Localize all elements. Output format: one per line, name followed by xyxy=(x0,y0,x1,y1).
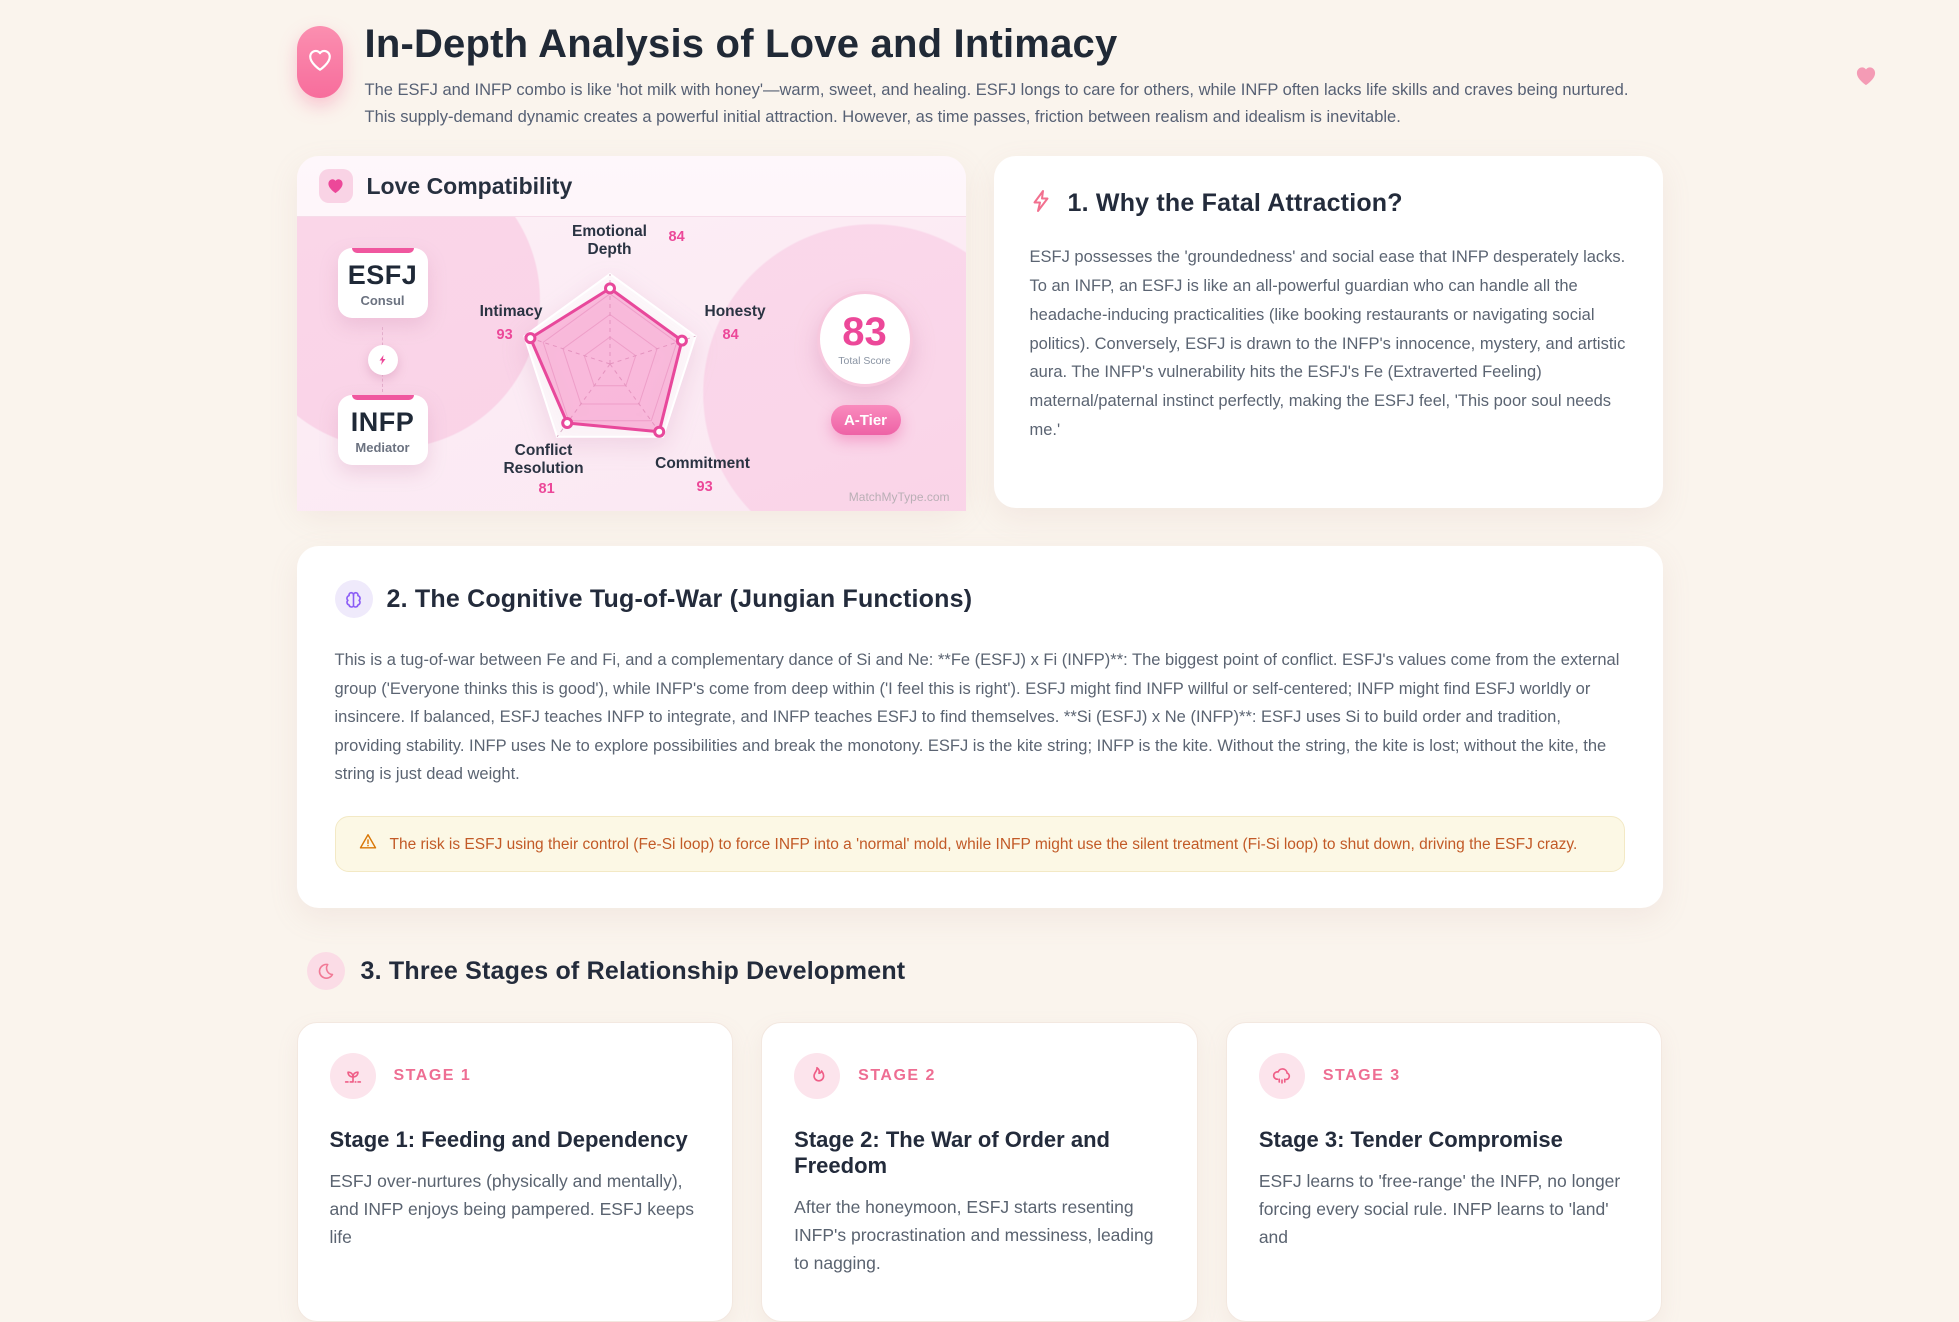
stages-header xyxy=(297,952,1663,990)
compat-card-title: Love Compatibility xyxy=(366,172,573,199)
love-compatibility-card xyxy=(297,156,966,508)
axis-value-commitment: 93 xyxy=(696,479,713,496)
axis-value-conflict-resolution: 81 xyxy=(538,481,555,498)
axis-value-intimacy: 93 xyxy=(496,327,513,344)
axis-value-emotional-depth: 84 xyxy=(668,229,685,246)
warning-triangle-icon xyxy=(358,832,378,856)
page-title: In-Depth Analysis of Love and Intimacy xyxy=(364,22,1118,66)
compat-card-body xyxy=(297,217,966,511)
axis-value-honesty: 84 xyxy=(722,327,739,344)
axis-label-intimacy: Intimacy xyxy=(479,303,543,321)
stage-heading: Stage 1: Feeding and Dependency xyxy=(329,1127,688,1153)
compat-card-header xyxy=(297,156,966,217)
top-cards-row xyxy=(297,156,1663,508)
stage-card-2[interactable] xyxy=(761,1022,1198,1322)
total-score-value: 83 xyxy=(842,309,887,354)
seedling-icon xyxy=(330,1053,376,1099)
stage-heading: Stage 3: Tender Compromise xyxy=(1258,1127,1563,1153)
cognitive-card xyxy=(297,546,1663,908)
crescent-moon-icon xyxy=(307,952,345,990)
total-score-label: Total Score xyxy=(838,354,891,367)
stage-card-3[interactable] xyxy=(1226,1022,1663,1322)
axis-label-commitment: Commitment xyxy=(655,455,750,473)
brain-icon xyxy=(335,580,373,618)
axis-label-conflict-resolution: Conflict Resolution xyxy=(503,442,584,478)
cognitive-body: This is a tug-of-war between Fe and Fi, and a complementary dance of Si and Ne: **Fe (ESFJ) x Fi (INFP)**: The biggest point of conflict. ESFJ's values come from the external group ('Everyone thinks this is good'), while INFP's come from deep within ('I feel this is right'). ESFJ might find INFP willful or self-centered; INFP might find ESFJ worldly or insincere. If balanced, ESFJ teaches INFP to integrate, and INFP teaches ESFJ to find themselves. **Si (ESFJ) x Ne (INFP)**: ESFJ uses Si to build order and tradition, providing stability. INFP uses Ne to explore possibilities and break the monotony. ESFJ is the kite string; INFP is the kite. Without the string, the kite is lost; without the kite, the string is just dead weight. xyxy=(334,651,1620,783)
stage-label: STAGE 2 xyxy=(858,1067,936,1085)
fatal-attraction-body: ESFJ possesses the 'groundedness' and social ease that INFP desperately lacks. To an INFP, an ESFJ is like an all-powerful guardian who can handle all the headache-inducing practicalities (like booking restaurants or navigating social politics). Conversely, ESFJ is drawn to the INFP's innocence, mystery, and artistic aura. The INFP's vulnerability hits the ESFJ's Fe (Extraverted Feeling) maternal/paternal instinct perfectly, making the ESFJ feel, 'This poor soul needs me.' xyxy=(1029,248,1626,439)
risk-warning-text: The risk is ESFJ using their control (Fe-Si loop) to force INFP into a 'normal' mold, while INFP might use the silent treatment (Fi-Si loop) to shut down, driving the ESFJ crazy. xyxy=(389,835,1578,853)
spark-icon xyxy=(368,345,398,375)
axis-label-emotional-depth: Emotional Depth xyxy=(572,223,647,259)
stage-body: ESFJ over-nurtures (physically and mentally), and INFP enjoys being pampered. ESFJ keeps life xyxy=(329,1171,694,1248)
page-container xyxy=(297,0,1663,1322)
stages-title: 3. Three Stages of Relationship Development xyxy=(360,956,906,985)
decor-heart-icon xyxy=(1855,66,1877,91)
stage-card-top xyxy=(794,1053,1165,1099)
cognitive-header xyxy=(335,580,1625,618)
page-header xyxy=(297,22,1663,130)
heart-outline-icon xyxy=(307,48,333,77)
lightning-icon xyxy=(1030,188,1054,219)
type-code: INFP xyxy=(350,407,415,438)
stage-body: After the honeymoon, ESFJ starts resenting INFP's procrastination and messiness, leading to nagging. xyxy=(794,1197,1154,1274)
heart-icon xyxy=(319,169,353,203)
risk-warning-box xyxy=(335,816,1625,872)
stage-body: ESFJ learns to 'free-range' the INFP, no longer forcing every social rule. INFP learns to 'land' and xyxy=(1258,1171,1621,1248)
cognitive-title: 2. The Cognitive Tug-of-War (Jungian Functions) xyxy=(386,584,973,613)
stage-heading: Stage 2: The War of Order and Freedom xyxy=(794,1127,1110,1179)
tier-badge: A-Tier xyxy=(831,405,901,435)
stage-label: STAGE 3 xyxy=(1322,1067,1401,1085)
fatal-attraction-header xyxy=(1030,188,1627,219)
total-score-circle xyxy=(817,291,913,387)
flame-icon xyxy=(794,1053,840,1099)
type-code: ESFJ xyxy=(347,260,418,291)
type-name: Consul xyxy=(360,293,405,309)
rain-cloud-icon xyxy=(1259,1053,1305,1099)
stage-card-top xyxy=(330,1053,701,1099)
watermark: MatchMyType.com xyxy=(848,490,950,505)
type-card-esfj[interactable] xyxy=(338,248,428,318)
stage-card-1[interactable] xyxy=(297,1022,734,1322)
stage-label: STAGE 1 xyxy=(393,1067,472,1085)
stages-grid xyxy=(297,1022,1663,1322)
page-subtitle: The ESFJ and INFP combo is like 'hot milk with honey'—warm, sweet, and healing. ESFJ longs to care for others, while INFP often lacks life skills and craves being nurtured. This supply-demand dynamic creates a powerful initial attraction. However, as time passes, friction between realism and idealism is inevitable. xyxy=(364,81,1629,126)
header-heart-badge xyxy=(297,26,343,98)
type-name: Mediator xyxy=(355,440,410,456)
fatal-attraction-card xyxy=(994,156,1663,508)
header-text-block xyxy=(365,22,1645,130)
axis-label-honesty: Honesty xyxy=(704,303,766,321)
type-card-infp[interactable] xyxy=(338,395,428,465)
stage-card-top xyxy=(1259,1053,1630,1099)
fatal-attraction-title: 1. Why the Fatal Attraction? xyxy=(1067,189,1403,218)
